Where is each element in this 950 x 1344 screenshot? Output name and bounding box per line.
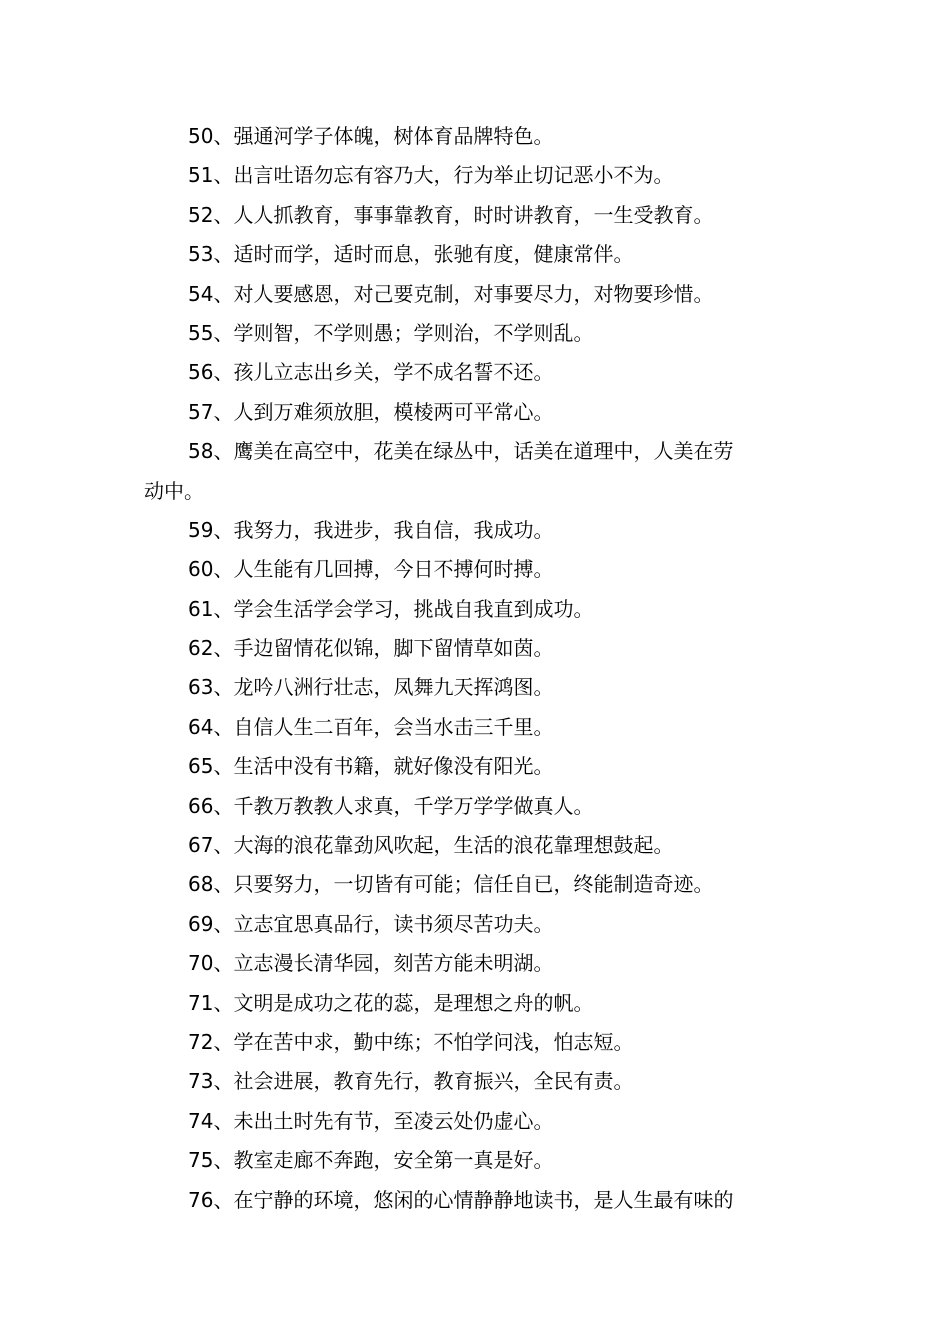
text-line: 76、在宁静的环境，悠闲的心情静静地读书，是人生最有味的 [188, 1187, 734, 1212]
text-line: 64、自信人生二百年，会当水击三千里。 [188, 714, 554, 739]
text-line: 62、手边留情花似锦，脚下留情草如茵。 [188, 636, 554, 661]
text-line: 63、龙吟八洲行壮志，凤舞九天挥鸿图。 [188, 675, 554, 700]
text-line: 56、孩儿立志出乡关，学不成名誓不还。 [188, 360, 554, 385]
text-line: 52、人人抓教育，事事靠教育，时时讲教育，一生受教育。 [188, 202, 714, 227]
text-line: 73、社会进展，教育先行，教育振兴，全民有责。 [188, 1069, 634, 1094]
text-line: 71、文明是成功之花的蕊，是理想之舟的帆。 [188, 990, 594, 1015]
text-line-continuation: 动中。 [144, 478, 204, 503]
text-line: 68、只要努力，一切皆有可能；信任自已，终能制造奇迹。 [188, 872, 714, 897]
text-line: 70、立志漫长清华园，刻苦方能未明湖。 [188, 951, 554, 976]
text-line: 53、适时而学，适时而息，张驰有度，健康常伴。 [188, 242, 634, 267]
text-line: 72、学在苦中求，勤中练；不怕学问浅，怕志短。 [188, 1029, 634, 1054]
text-line: 57、人到万难须放胆，模棱两可平常心。 [188, 399, 554, 424]
text-line: 69、立志宜思真品行，读书须尽苦功夫。 [188, 911, 554, 936]
text-line: 51、出言吐语勿忘有容乃大，行为举止切记恶小不为。 [188, 163, 674, 188]
text-line: 58、鹰美在高空中，花美在绿丛中，话美在道理中，人美在劳 [188, 439, 734, 464]
text-body [144, 117, 812, 1220]
text-line: 74、未出土时先有节，至凌云处仍虚心。 [188, 1108, 554, 1133]
text-line: 60、人生能有几回搏，今日不搏何时搏。 [188, 557, 554, 582]
text-line: 75、教室走廊不奔跑，安全第一真是好。 [188, 1148, 554, 1173]
text-line: 50、强通河学子体魄，树体育品牌特色。 [188, 124, 554, 148]
text-line: 61、学会生活学会学习，挑战自我直到成功。 [188, 596, 594, 621]
text-line: 65、生活中没有书籍，就好像没有阳光。 [188, 754, 554, 779]
text-line: 66、千教万教教人求真，千学万学学做真人。 [188, 793, 594, 818]
text-line: 54、对人要感恩，对己要克制，对事要尽力，对物要珍惜。 [188, 281, 714, 306]
text-line: 59、我努力，我进步，我自信，我成功。 [188, 517, 554, 542]
text-line: 55、学则智，不学则愚；学则治，不学则乱。 [188, 320, 594, 345]
text-line: 67、大海的浪花靠劲风吹起，生活的浪花靠理想鼓起。 [188, 833, 674, 858]
